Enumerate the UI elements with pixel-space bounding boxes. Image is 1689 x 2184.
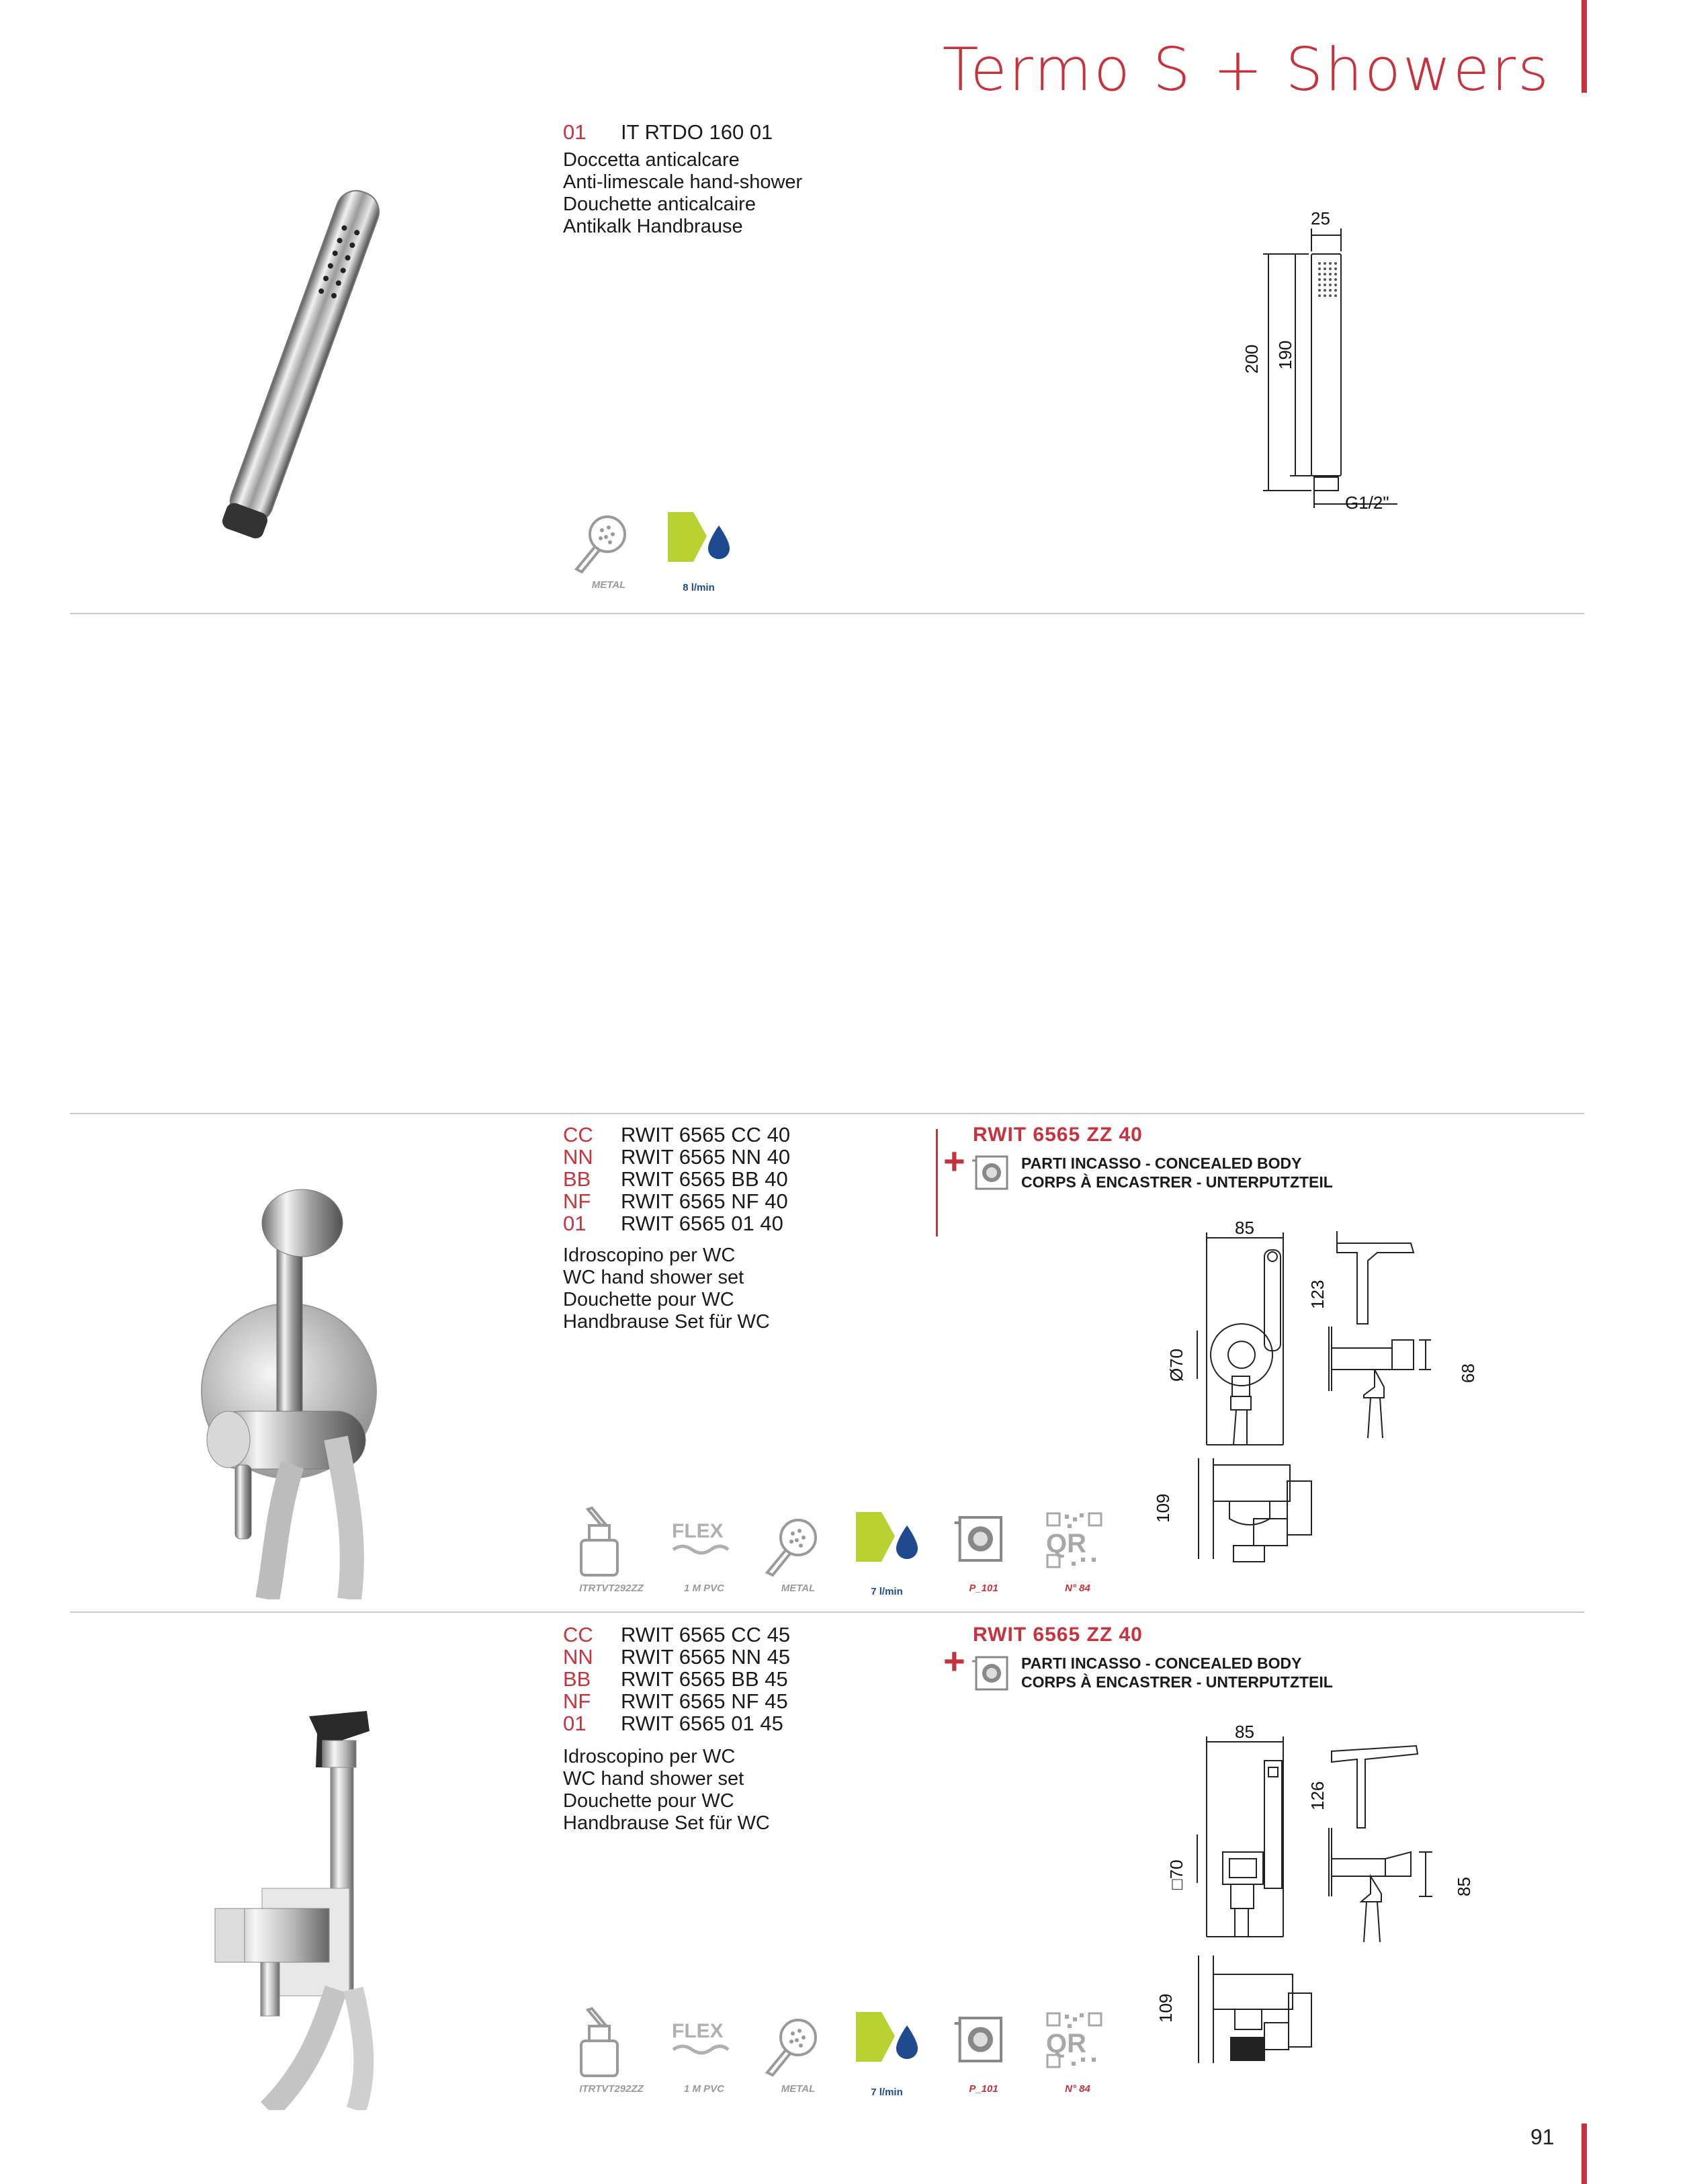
- product-code: RWIT 6565 CC 40: [621, 1123, 791, 1146]
- dim-height: 126: [1307, 1781, 1328, 1810]
- concealed-line-2: CORPS À ENCASTRER - UNTERPUTZTEIL: [1021, 1173, 1333, 1191]
- plus-icon: +: [943, 1640, 965, 1682]
- product-code: RWIT 6565 NF 40: [621, 1189, 788, 1213]
- section-divider: [70, 613, 1584, 614]
- concealed-box-icon: [971, 1152, 1011, 1193]
- description-de: Handbrause Set für WC: [563, 1812, 770, 1834]
- concealed-body-text: [1021, 1654, 1333, 1691]
- product-code: RWIT 6565 01 45: [621, 1712, 783, 1735]
- description-en: WC hand shower set: [563, 1768, 744, 1790]
- product-code-row: [563, 1124, 790, 1146]
- material-label: METAL: [781, 1583, 816, 1594]
- product-code: RWIT 6565 NN 40: [621, 1145, 791, 1169]
- product-code-row: [563, 1146, 790, 1168]
- page-title: Termo S + Showers: [942, 35, 1551, 104]
- finish-code: NF: [563, 1689, 591, 1713]
- wc-hand-shower-set-square-photo: [202, 1707, 403, 2110]
- description-de: Handbrause Set für WC: [563, 1311, 770, 1333]
- dim-thread: G1/2": [1345, 493, 1389, 513]
- product-code: RWIT 6565 CC 45: [621, 1623, 791, 1646]
- concealed-line-2: CORPS À ENCASTRER - UNTERPUTZTEIL: [1021, 1673, 1333, 1691]
- dim-side: 85: [1454, 1877, 1474, 1896]
- page-number: 91: [1530, 2125, 1555, 2149]
- qr-code-icon: [1045, 1511, 1105, 1571]
- product-code-row: [563, 1190, 790, 1212]
- hand-shower-icon: [568, 507, 636, 575]
- product-code-row: [563, 1668, 790, 1690]
- concealed-box-icon: [971, 1653, 1011, 1693]
- product-descriptions: [563, 149, 802, 238]
- hand-shower-technical-drawing: [1236, 202, 1411, 524]
- finish-code: BB: [563, 1167, 591, 1191]
- product-code: RWIT 6565 01 40: [621, 1212, 783, 1235]
- dim-width: 25: [1311, 208, 1330, 228]
- dim-width: 85: [1235, 1218, 1254, 1238]
- description-en: WC hand shower set: [563, 1267, 744, 1288]
- material-label: METAL: [781, 2083, 816, 2095]
- product-code: RWIT 6565 NN 45: [621, 1645, 791, 1669]
- flow-rate-icon: [853, 2011, 920, 2071]
- product-descriptions: [563, 1245, 770, 1333]
- hand-shower-photo: [202, 168, 403, 558]
- product-descriptions: [563, 1746, 770, 1835]
- flow-rate-label: 7 l/min: [871, 1586, 903, 1597]
- dim-side: 68: [1458, 1363, 1478, 1383]
- dim-depth: 109: [1156, 1993, 1176, 2023]
- description-fr: Douchette pour WC: [563, 1790, 734, 1812]
- qr-text: QR: [1046, 2029, 1086, 2058]
- dim-height: 200: [1242, 344, 1262, 374]
- product-code-row: [563, 1624, 790, 1646]
- description-fr: Douchette anticalcaire: [563, 194, 756, 215]
- description-en: Anti-limescale hand-shower: [563, 171, 803, 193]
- dim-square: □70: [1166, 1859, 1186, 1890]
- section-divider: [70, 1611, 1584, 1613]
- finish-code: NN: [563, 1145, 593, 1169]
- finish-code: BB: [563, 1667, 591, 1691]
- dim-width: 85: [1235, 1722, 1254, 1742]
- flow-rate-icon: [665, 511, 732, 571]
- dim-diameter: Ø70: [1166, 1348, 1186, 1382]
- concealed-box-icon: [953, 1512, 1006, 1566]
- concealed-body-text: [1021, 1154, 1333, 1191]
- description-it: Idroscopino per WC: [563, 1245, 736, 1266]
- holder-label: ITRTVT292ZZ: [579, 1583, 644, 1594]
- concealed-code: RWIT 6565 ZZ 40: [973, 1624, 1143, 1646]
- hand-shower-icon: [759, 2011, 826, 2078]
- product-code-row: [563, 1646, 790, 1668]
- concealed-code: RWIT 6565 ZZ 40: [973, 1124, 1143, 1146]
- footer-accent-bar: [1582, 2124, 1587, 2184]
- product-code-list: [563, 1124, 790, 1234]
- flex-hose-icon: [669, 1517, 730, 1564]
- description-fr: Douchette pour WC: [563, 1289, 734, 1310]
- concealed-divider: [936, 1129, 938, 1236]
- qr-code-icon: [1045, 2011, 1105, 2071]
- plus-icon: +: [943, 1140, 965, 1182]
- page-reference-label: P_101: [969, 1583, 998, 1594]
- wc-shower-technical-drawing-square: [1156, 1727, 1491, 2083]
- dim-height: 123: [1307, 1279, 1328, 1309]
- product-code-row: [563, 1168, 790, 1190]
- description-it: Doccetta anticalcare: [563, 149, 740, 171]
- product-code-row: [563, 121, 773, 143]
- product-code-row: [563, 1212, 790, 1234]
- qr-number-label: N° 84: [1065, 1583, 1090, 1594]
- flow-rate-icon: [853, 1511, 920, 1571]
- holder-label: ITRTVT292ZZ: [579, 2083, 644, 2095]
- product-code-row: [563, 1690, 790, 1712]
- concealed-box-icon: [953, 2013, 1006, 2066]
- finish-code: CC: [563, 1623, 593, 1646]
- flow-rate-label: 8 l/min: [683, 582, 715, 593]
- description-de: Antikalk Handbrause: [563, 216, 743, 237]
- product-code-row: [563, 1712, 790, 1734]
- product-code: RWIT 6565 BB 45: [621, 1667, 788, 1691]
- qr-number-label: N° 84: [1065, 2083, 1090, 2095]
- finish-code: NN: [563, 1645, 593, 1669]
- hose-label: 1 M PVC: [683, 2083, 724, 2095]
- holder-icon: [574, 2006, 628, 2080]
- material-label: METAL: [591, 579, 626, 591]
- qr-text: QR: [1046, 1529, 1086, 1558]
- finish-code: 01: [563, 1712, 587, 1735]
- product-code: RWIT 6565 NF 45: [621, 1689, 788, 1713]
- dim-depth: 109: [1153, 1493, 1173, 1523]
- concealed-line-1: PARTI INCASSO - CONCEALED BODY: [1021, 1654, 1302, 1672]
- flex-text: FLEX: [672, 2020, 724, 2042]
- concealed-line-1: PARTI INCASSO - CONCEALED BODY: [1021, 1154, 1302, 1172]
- wc-hand-shower-set-photo: [195, 1169, 383, 1599]
- flex-hose-icon: [669, 2017, 730, 2064]
- holder-icon: [574, 1505, 628, 1579]
- product-code: RWIT 6565 BB 40: [621, 1167, 788, 1191]
- hose-label: 1 M PVC: [683, 1583, 724, 1594]
- finish-code: CC: [563, 1123, 593, 1146]
- dim-inner-height: 190: [1275, 340, 1295, 370]
- finish-code: 01: [563, 1212, 587, 1235]
- page-reference-label: P_101: [969, 2083, 998, 2095]
- flex-text: FLEX: [672, 1520, 724, 1542]
- finish-code: 01: [563, 120, 587, 144]
- hand-shower-icon: [759, 1511, 826, 1578]
- finish-code: NF: [563, 1189, 591, 1213]
- section-divider: [70, 1113, 1584, 1114]
- flow-rate-label: 7 l/min: [871, 2087, 903, 2098]
- description-it: Idroscopino per WC: [563, 1746, 736, 1767]
- product-code-list: [563, 1624, 790, 1734]
- wc-shower-technical-drawing-round: [1156, 1223, 1491, 1579]
- title-accent-bar: [1582, 0, 1587, 93]
- product-code: IT RTDO 160 01: [621, 120, 773, 144]
